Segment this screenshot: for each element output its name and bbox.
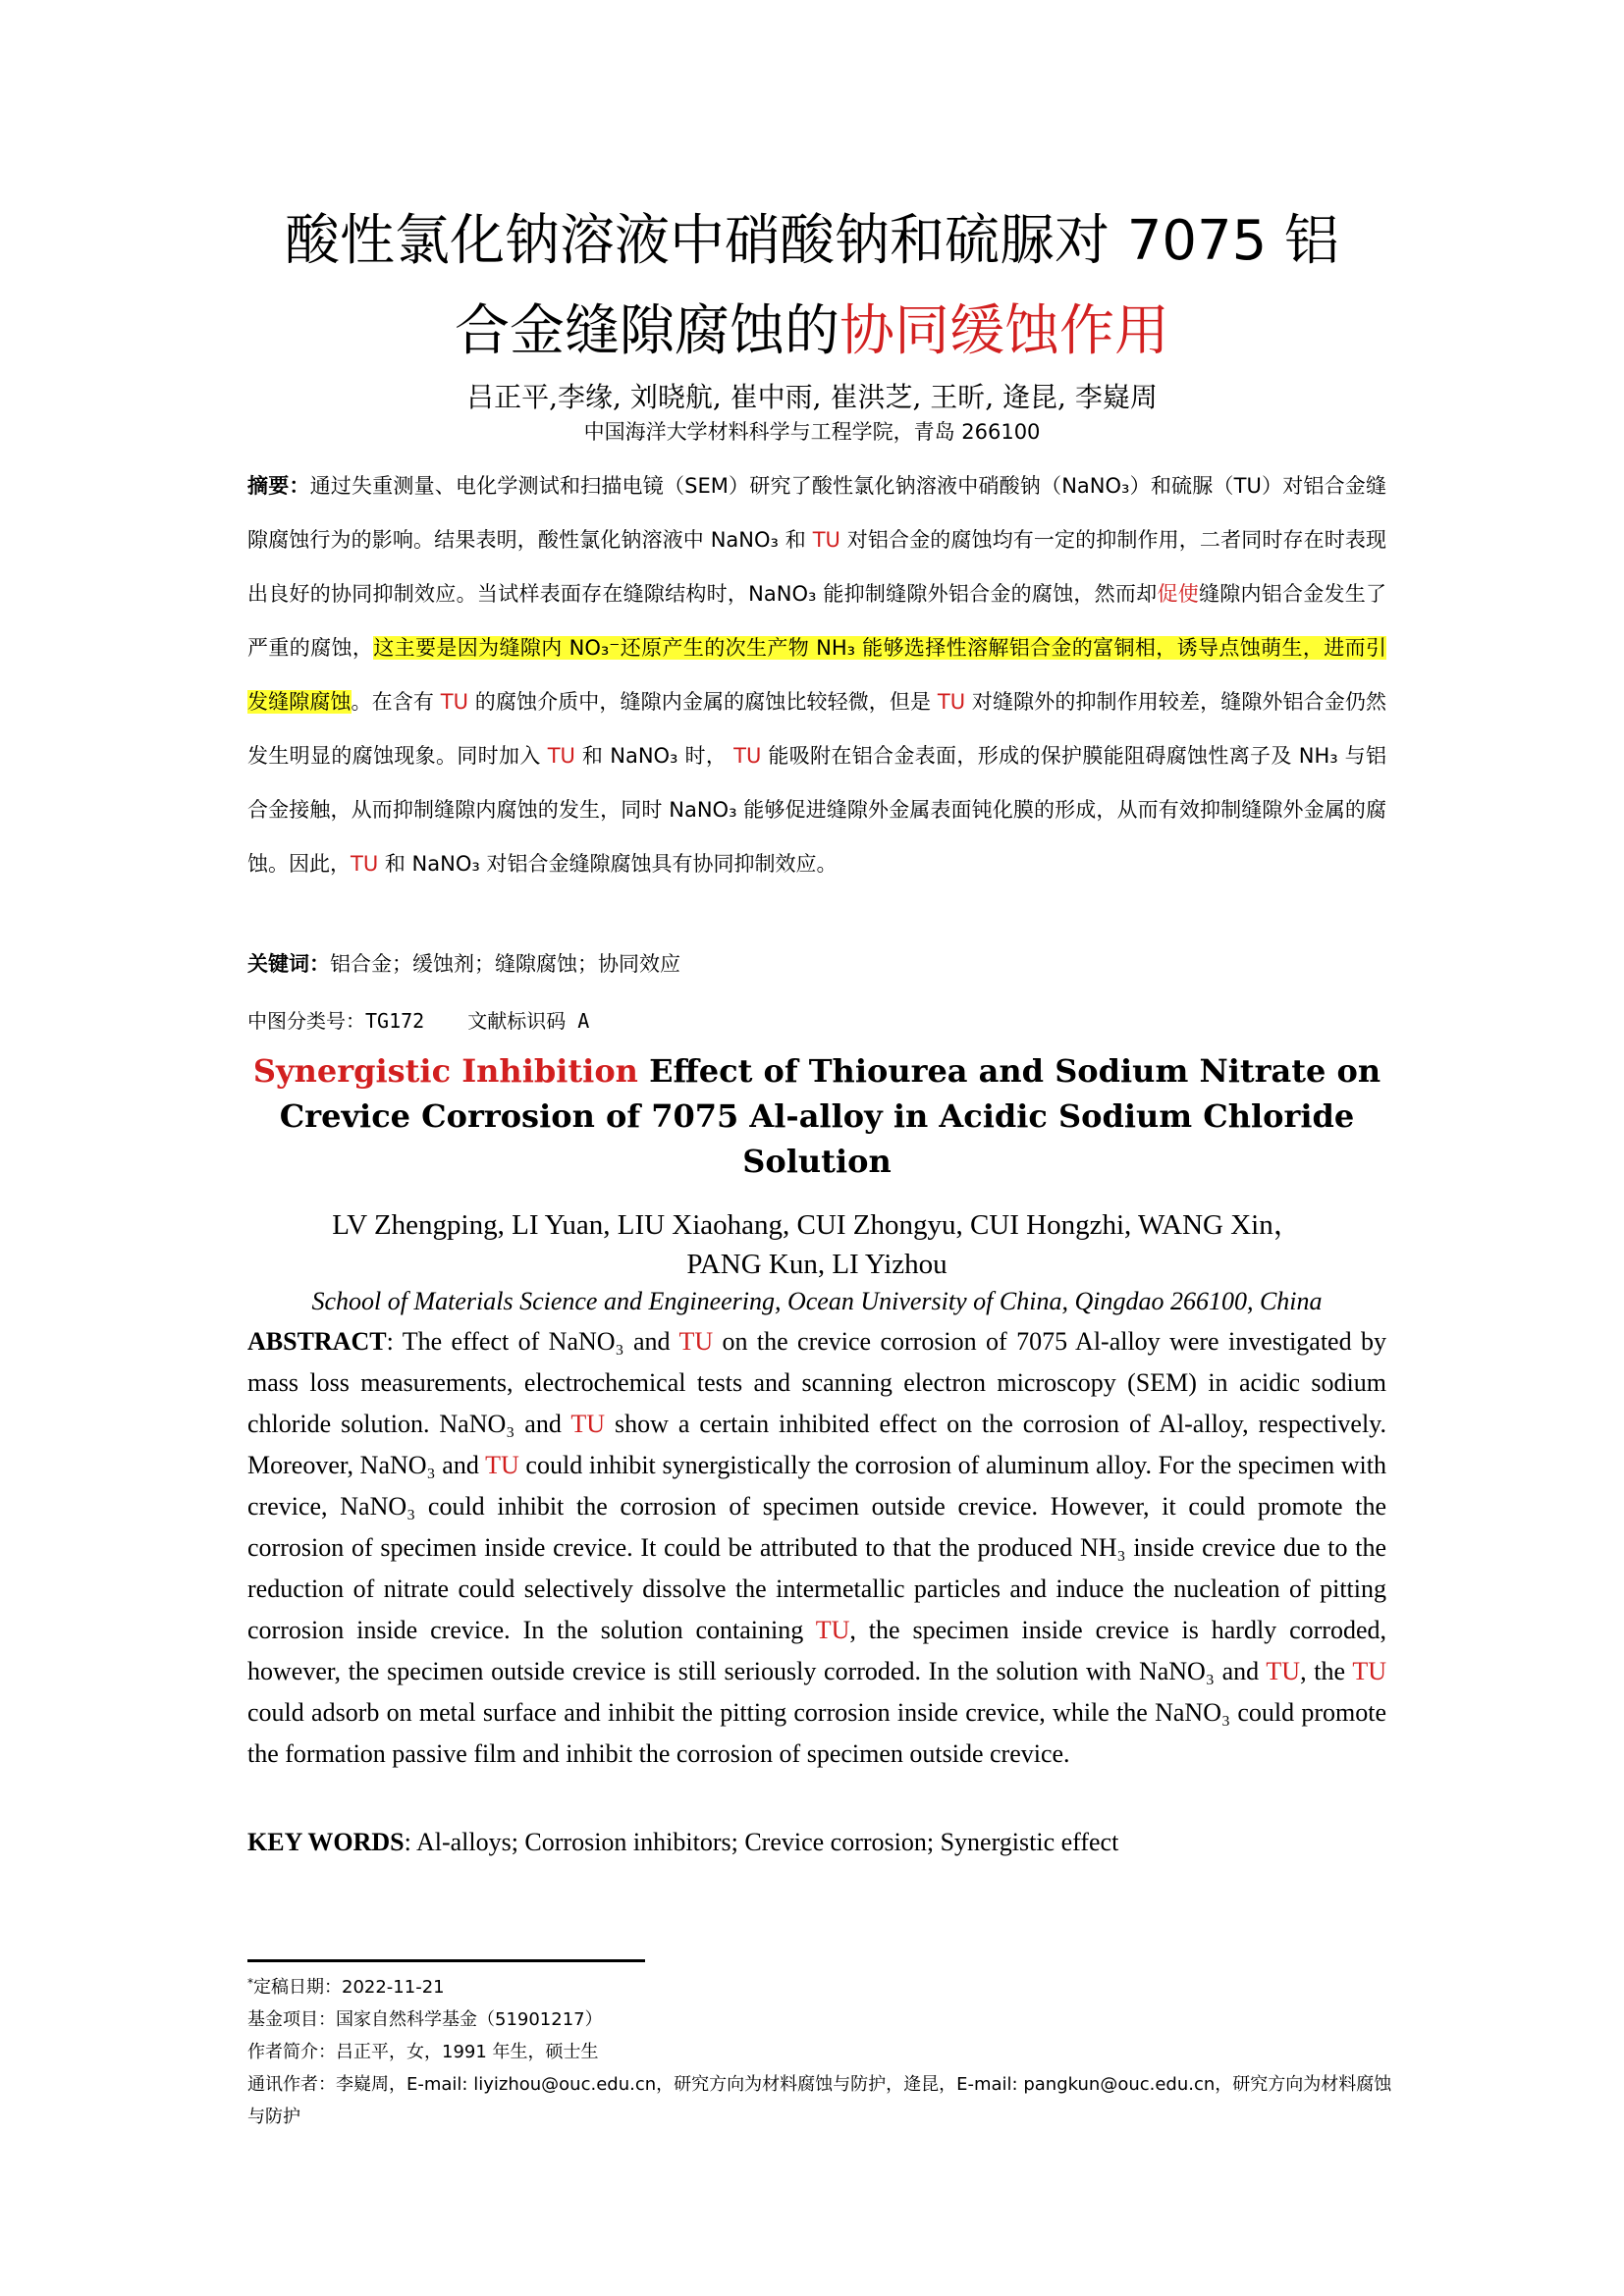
chinese-title-line-2-text: 合金缝隙腐蚀的 <box>455 299 839 363</box>
english-affiliation: School of Materials Science and Engineering, Ocean University of China, Qingdao 266100, China <box>311 1287 1323 1315</box>
chinese-title <box>196 196 1428 377</box>
english-keywords-label: KEY WORDS <box>247 1828 405 1856</box>
english-authors-line-1: LV Zhengping, LI Yuan, LIU Xiaohang, CUI Zhongyu, CUI Hongzhi, WANG Xin， <box>332 1209 1302 1241</box>
chinese-title-line-2 <box>196 287 1428 377</box>
footnote-fund: 基金项目：国家自然科学基金（51901217） <box>247 2009 603 2030</box>
abstract-text: 和 NaNO₃ 时， <box>574 744 734 768</box>
english-abstract-label: ABSTRACT <box>247 1327 387 1356</box>
footnote-received-text: 定稿日期：2022-11-21 <box>253 1977 445 1998</box>
english-title-text: Effect of Thiourea and Sodium Nitrate on Crevice Corrosion of 7075 Al-alloy in Acidic Sodium Chloride Solution <box>279 1052 1381 1180</box>
chinese-title-line-1: 酸性氯化钠溶液中硝酸钠和硫脲对 7075 铝 <box>284 209 1340 273</box>
abstract-text: could inhibit synergistically the corrosion of aluminum alloy. For the specimen with crevice, NaNO₃ could inhibit the corrosion of specimen outside crevice. However, it could promote the corrosion of specimen inside crevice. It could be attributed to that the produced NH₃ inside crevice due to the reduction of nitrate could selectively dissolve the intermetallic particles and induce the nucleation of pitting corrosion inside crevice. In the solution containing <box>247 1451 1387 1644</box>
english-authors <box>247 1205 1386 1284</box>
tu-term: TU <box>547 744 575 768</box>
document-code: 文献标识码 A <box>467 1009 590 1033</box>
english-keywords <box>247 1822 1386 1863</box>
abstract-text: 通过失重测量、电化学测试和扫描电镜（SEM）研究了酸性氯化钠溶液中硝酸钠（NaNO₃）和硫脲（ <box>309 474 1234 498</box>
tu-term: TU <box>485 1451 519 1479</box>
footnote-correspondence: 通讯作者：李嶷周，E-mail: liyizhou@ouc.edu.cn，研究方向为材料腐蚀与防护，逄昆，E-mail: pangkun@ouc.edu.cn，研究方向为材料腐蚀与防护 <box>247 2074 1392 2127</box>
abstract-text: , the <box>1300 1657 1353 1685</box>
chinese-keywords-label: 关键词： <box>247 952 330 976</box>
abstract-text: 和 NaNO₃ 对铝合金缝隙腐蚀具有协同抑制效应。 <box>378 852 838 876</box>
abstract-text: 缝隙内铝合金发生了严重的腐蚀， <box>247 582 1387 660</box>
tu-term: TU <box>440 690 468 714</box>
chinese-abstract <box>247 459 1386 891</box>
abstract-text: , the specimen inside crevice is hardly corroded, however, the specimen outside crevice is still seriously corroded. In the solution with NaNO₃ and <box>247 1616 1386 1685</box>
tu-term: TU <box>678 1327 714 1356</box>
tu-term: TU <box>815 1616 850 1644</box>
highlighted-sentence: 这主要是因为缝隙内 NO₃⁻还原产生的次生产物 NH₃ 能够选择性溶解铝合金的富铜相，诱导点蚀萌生，进而引发缝隙腐蚀 <box>247 636 1387 714</box>
abstract-text: 的腐蚀介质中，缝隙内金属的腐蚀比较轻微，但是 <box>467 690 938 714</box>
classification-number: 中图分类号：TG172 <box>247 1009 425 1033</box>
chinese-affiliation: 中国海洋大学材料科学与工程学院，青岛 266100 <box>583 420 1041 444</box>
chinese-keywords <box>247 944 1386 984</box>
english-keywords-text: : Al-alloys; Corrosion inhibitors; Crevice corrosion; Synergistic effect <box>404 1828 1119 1856</box>
tu-term: TU <box>812 528 840 552</box>
footnote-received <box>247 1967 1396 2003</box>
chinese-authors: 吕正平,李缘, 刘晓航, 崔中雨, 崔洪芝, 王昕, 逄昆, 李嶷周 <box>466 381 1158 413</box>
abstract-text: 对缝隙外的抑制作用较差，缝隙外铝合金仍然发生明显的腐蚀现象。同时加入 <box>247 690 1386 768</box>
footnote-mark: * <box>247 1976 253 1990</box>
abstract-text: : The effect of NaNO₃ and <box>386 1327 679 1356</box>
chinese-title-highlight: 协同缓蚀作用 <box>839 299 1169 363</box>
footnote-author-bio: 作者简介：吕正平，女，1991 年生，硕士生 <box>247 2042 599 2062</box>
tu-term: TU <box>570 1410 606 1438</box>
footnote-divider <box>247 1959 645 1962</box>
abstract-text: ）对铝合金缝隙腐蚀行为的影响。结果表明，酸性氯化钠溶液中 NaNO₃ 和 <box>247 474 1387 552</box>
english-authors-line-2: PANG Kun, LI Yizhou <box>686 1249 947 1280</box>
chinese-keywords-text: 铝合金；缓蚀剂；缝隙腐蚀；协同效应 <box>330 952 680 976</box>
tu-term: TU <box>733 744 762 768</box>
abstract-text: 能吸附在铝合金表面，形成的保护膜能阻碍腐蚀性离子及 NH₃ 与铝合金接触，从而抑制缝隙内腐蚀的发生，同时 NaNO₃ 能够促进缝隙外金属表面钝化膜的形成，从而有效抑制缝隙外金属的腐蚀。因此， <box>247 744 1386 876</box>
abstract-text: could adsorb on metal surface and inhibit the pitting corrosion inside crevice, while the NaNO₃ could promote the formation passive film and inhibit the corrosion of specimen outside crevice. <box>247 1698 1386 1768</box>
english-abstract <box>247 1321 1386 1775</box>
footnotes <box>247 1967 1396 2133</box>
promote-term: 促使 <box>1157 582 1199 606</box>
abstract-text: show a certain inhibited effect on the corrosion of Al-alloy, respectively. Moreover, NaNO₃ and <box>247 1410 1386 1479</box>
tu-term: TU <box>1233 474 1262 498</box>
abstract-text: 。在含有 <box>351 690 441 714</box>
english-title <box>247 1048 1386 1184</box>
english-title-highlight: Synergistic Inhibition <box>252 1052 638 1090</box>
tu-term: TU <box>1352 1657 1386 1685</box>
tu-term: TU <box>351 852 379 876</box>
abstract-text: on the crevice corrosion of 7075 Al-alloy were investigated by mass loss measurements, electrochemical tests and scanning electron microscopy (SEM) in acidic sodium chloride solution. NaNO₃ and <box>247 1327 1386 1438</box>
classification-line <box>247 1001 1386 1041</box>
abstract-text: 对铝合金的腐蚀均有一定的抑制作用，二者同时存在时表现出良好的协同抑制效应。当试样表面存在缝隙结构时，NaNO₃ 能抑制缝隙外铝合金的腐蚀，然而却 <box>247 528 1386 606</box>
tu-term: TU <box>937 690 966 714</box>
tu-term: TU <box>1266 1657 1301 1685</box>
chinese-abstract-label: 摘要： <box>247 474 310 498</box>
